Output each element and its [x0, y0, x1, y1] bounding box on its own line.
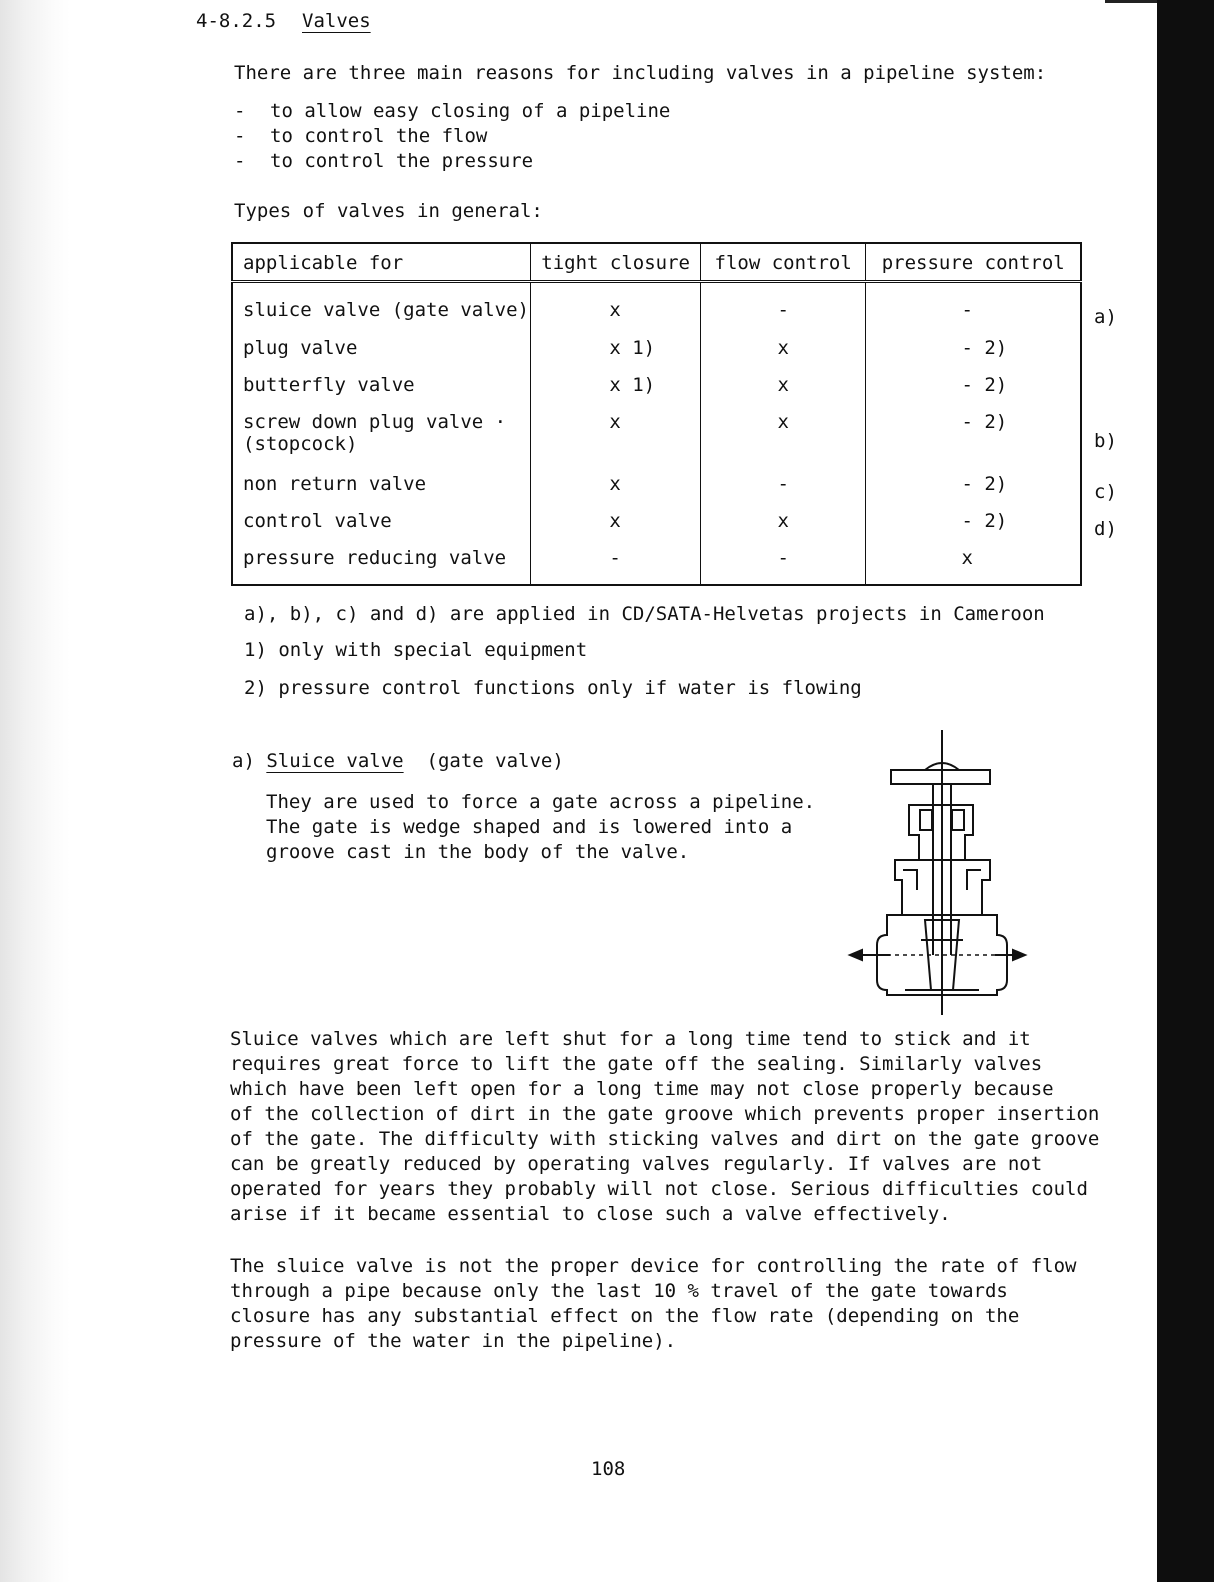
- flow-control-cell: x: [700, 368, 866, 405]
- flow-control-cell: x: [700, 504, 866, 541]
- top-rule: [1105, 0, 1157, 3]
- tight-closure-cell: x: [531, 504, 701, 541]
- page-number: 108: [591, 1458, 626, 1480]
- reason-item: - to allow easy closing of a pipeline: [234, 100, 671, 122]
- table-note-d: d): [1094, 518, 1117, 540]
- sluice-heading: a) Sluice valve (gate valve): [232, 750, 564, 772]
- footnote: 1) only with special equipment: [244, 639, 588, 661]
- pressure-control-cell: x: [866, 541, 1081, 585]
- tight-closure-cell: x: [531, 281, 701, 331]
- pressure-control-cell: -: [866, 281, 1081, 331]
- flow-control-cell: -: [700, 541, 866, 585]
- table-header-row: [232, 243, 1081, 281]
- intro-text: There are three main reasons for including valves in a pipeline system:: [234, 62, 1047, 84]
- flow-control-cell: -: [700, 281, 866, 331]
- table-note-a: a): [1094, 306, 1117, 328]
- table-row: [232, 541, 1081, 585]
- flow-control-cell: -: [700, 467, 866, 504]
- table-row: [232, 368, 1081, 405]
- valve-name: screw down plug valve · (stopcock): [232, 405, 531, 467]
- types-heading: Types of valves in general:: [234, 200, 543, 222]
- footnote: 2) pressure control functions only if water is flowing: [244, 677, 862, 699]
- pressure-control-cell: - 2): [866, 331, 1081, 368]
- header-pressure-control: pressure control: [866, 243, 1081, 281]
- paragraph-sticking: Sluice valves which are left shut for a long time tend to stick and it requires great force to lift the gate off the sealing. Similarly valves which have been left open for a long time may not close properly because of the collection of dirt in the gate groove which prevents proper insertion of the gate. The difficulty with sticking valves and dirt on the gate groove can be greatly reduced by operating valves regularly. If valves are not operated for years they probably will not close. Serious difficulties could arise if it became essential to close such a valve effectively.: [230, 1028, 1100, 1225]
- valve-name: non return valve: [232, 467, 531, 504]
- gate-valve-drawing: [845, 725, 1030, 1020]
- tight-closure-cell: x 1): [531, 368, 701, 405]
- table-row: [232, 331, 1081, 368]
- table-row: [232, 281, 1081, 331]
- table-note-c: c): [1094, 481, 1117, 503]
- footnote: a), b), c) and d) are applied in CD/SATA-Helvetas projects in Cameroon: [244, 603, 1045, 625]
- valve-name: pressure reducing valve: [232, 541, 531, 585]
- header-flow-control: flow control: [700, 243, 866, 281]
- section-title: Valves: [302, 10, 371, 32]
- flow-control-cell: x: [700, 405, 866, 467]
- reason-item: - to control the flow: [234, 125, 488, 147]
- reason-item: - to control the pressure: [234, 150, 534, 172]
- header-applicable-for: applicable for: [232, 243, 531, 281]
- pressure-control-cell: - 2): [866, 405, 1081, 467]
- valve-name: butterfly valve: [232, 368, 531, 405]
- scan-shadow-left: [0, 0, 70, 1582]
- tight-closure-cell: x: [531, 405, 701, 467]
- table-row: [232, 405, 1081, 467]
- header-tight-closure: tight closure: [531, 243, 701, 281]
- valves-table: [231, 242, 1082, 586]
- sluice-description: They are used to force a gate across a pipeline. The gate is wedge shaped and is lowered into a groove cast in the body of the valve.: [266, 791, 816, 863]
- tight-closure-cell: x: [531, 467, 701, 504]
- valve-name: sluice valve (gate valve): [232, 281, 531, 331]
- valve-name: control valve: [232, 504, 531, 541]
- tight-closure-cell: x 1): [531, 331, 701, 368]
- valve-name: plug valve: [232, 331, 531, 368]
- table-note-b: b): [1094, 430, 1117, 452]
- table-row: [232, 467, 1081, 504]
- pressure-control-cell: - 2): [866, 467, 1081, 504]
- section-number: 4-8.2.5: [196, 10, 277, 32]
- tight-closure-cell: -: [531, 541, 701, 585]
- paragraph-flow-control: The sluice valve is not the proper device for controlling the rate of flow through a pipe because only the last 10 % travel of the gate towards closure has any substantial effect on the flow rate (depending on the pressure of the water in the pipeline).: [230, 1255, 1077, 1352]
- pressure-control-cell: - 2): [866, 368, 1081, 405]
- scan-border-right: [1157, 0, 1214, 1582]
- table-row: [232, 504, 1081, 541]
- pressure-control-cell: - 2): [866, 504, 1081, 541]
- flow-control-cell: x: [700, 331, 866, 368]
